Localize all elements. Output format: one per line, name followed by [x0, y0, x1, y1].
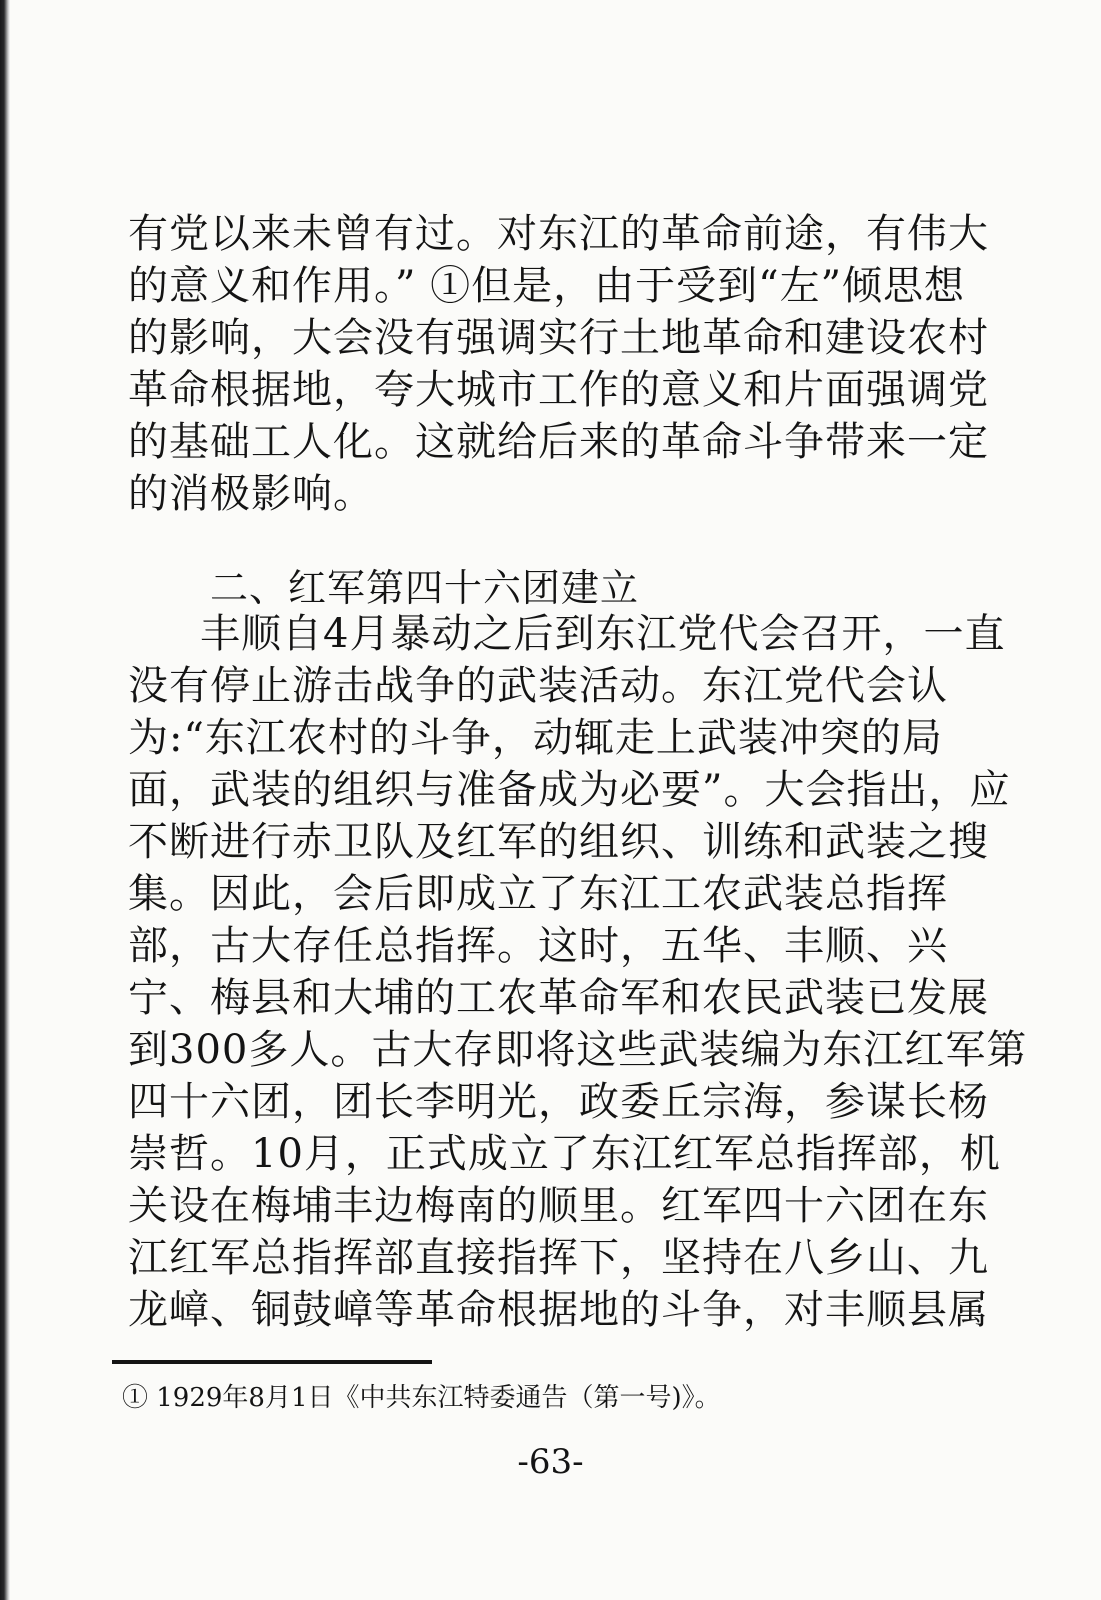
footnote: ① 1929年8月1日《中共东江特委通告（第一号)》。	[122, 1383, 721, 1413]
text-line: 关设在梅埔丰边梅南的顺里。红军四十六团在东	[128, 1183, 989, 1229]
text-line: 龙嶂、铜鼓嶂等革命根据地的斗争，对丰顺县属	[128, 1287, 989, 1333]
text-line: 的意义和作用。” ①但是，由于受到“左”倾思想	[128, 263, 966, 309]
text-line: 革命根据地，夸大城市工作的意义和片面强调党	[128, 367, 989, 413]
text-line: 不断进行赤卫队及红军的组织、训练和武装之搜	[128, 819, 989, 865]
text-line: 到300多人。古大存即将这些武装编为东江红军第	[128, 1027, 1028, 1073]
text-line: 的影响，大会没有强调实行土地革命和建设农村	[128, 315, 989, 361]
section-heading: 二、红军第四十六团建立	[210, 566, 640, 610]
text-line: 集。因此，会后即成立了东江工农武装总指挥	[128, 871, 948, 917]
text-line: 面，武装的组织与准备成为必要”。大会指出，应	[128, 767, 1011, 813]
footnote-divider	[112, 1360, 432, 1364]
text-line: 没有停止游击战争的武装活动。东江党代会认	[128, 663, 948, 709]
text-line: 有党以来未曾有过。对东江的革命前途，有伟大	[128, 211, 989, 257]
text-line: 崇哲。10月，正式成立了东江红军总指挥部，机	[128, 1131, 1001, 1177]
text-line: 为:“东江农村的斗争，动辄走上武装冲突的局	[128, 715, 943, 761]
scan-edge-shadow	[0, 0, 10, 1600]
text-line: 的基础工人化。这就给后来的革命斗争带来一定	[128, 419, 989, 465]
text-line: 的消极影响。	[128, 471, 374, 517]
page-number: -63-	[517, 1442, 584, 1482]
text-line: 丰顺自4月暴动之后到东江党代会召开，一直	[200, 611, 1006, 657]
text-line: 江红军总指挥部直接指挥下，坚持在八乡山、九	[128, 1235, 989, 1281]
text-line: 部，古大存任总指挥。这时，五华、丰顺、兴	[128, 923, 948, 969]
text-line: 四十六团，团长李明光，政委丘宗海，参谋长杨	[128, 1079, 989, 1125]
text-line: 宁、梅县和大埔的工农革命军和农民武装已发展	[128, 975, 989, 1021]
